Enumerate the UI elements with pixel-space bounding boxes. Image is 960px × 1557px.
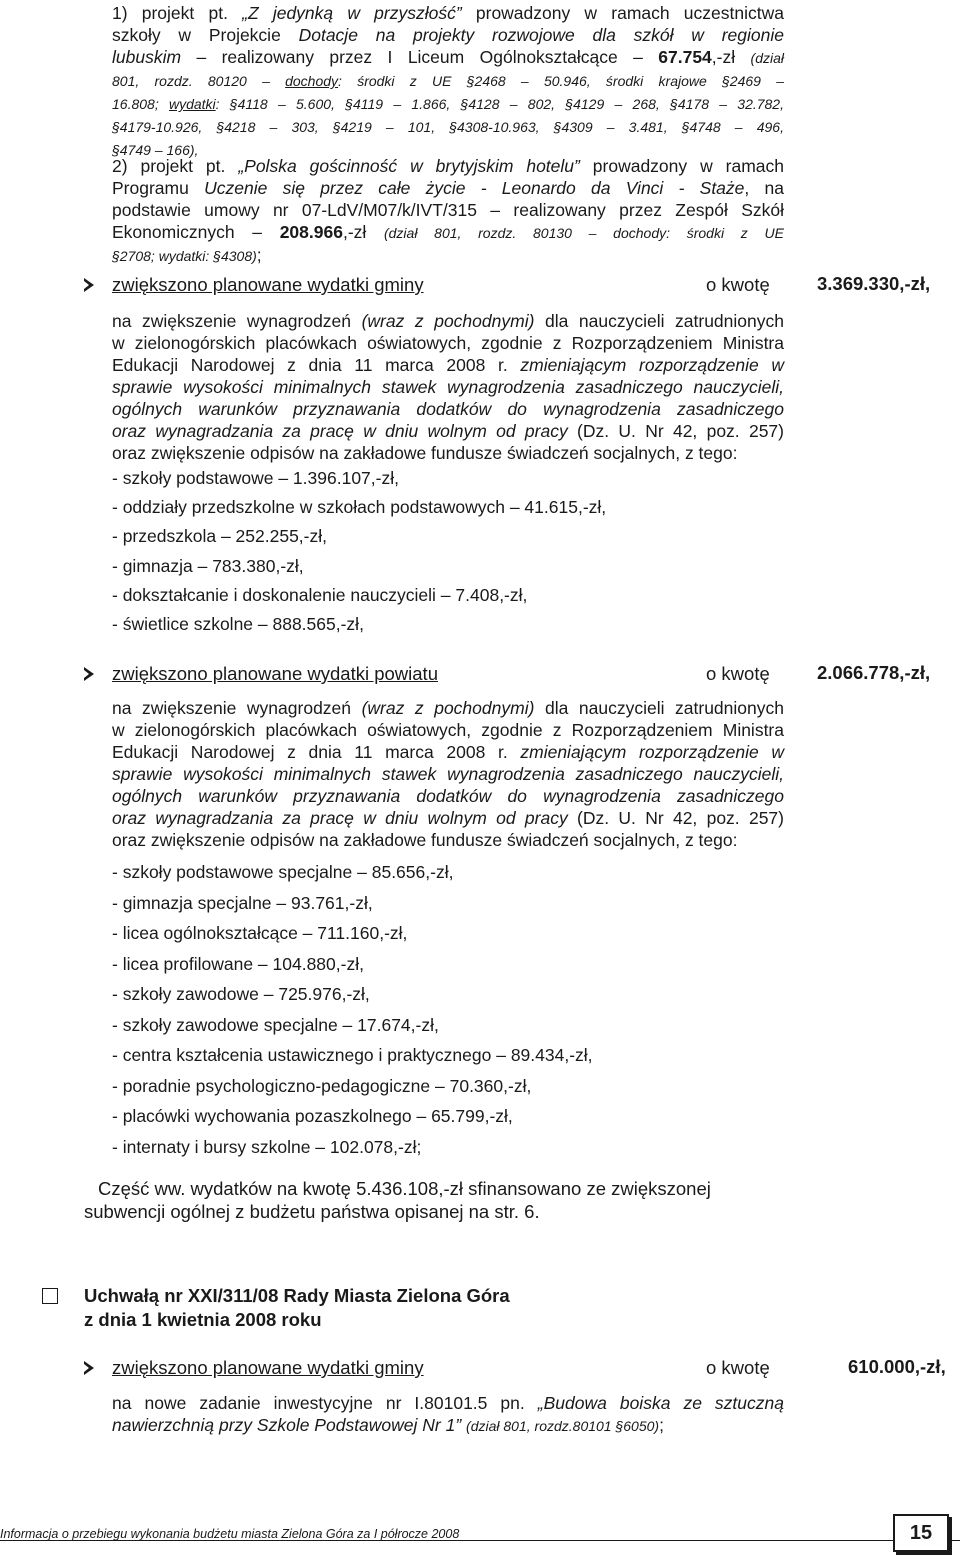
project-1-paragraph [112,2,784,161]
text-segment: zmieniającym rozporządzenie w [520,742,784,762]
text-segment: (Dz. U. Nr 42, poz. 257) [567,421,784,441]
section-heading-gmina: zwiększono planowane wydatki gminy [112,274,424,295]
text-segment: lubuskim [112,47,182,67]
amount-value: 3.369.330,-zł, [817,273,931,294]
text-segment: 1) projekt pt. [112,3,243,23]
text-segment: ,-zł [711,47,751,67]
text-segment: 801, rozdz. 80120 – [112,73,286,89]
text-segment: §4179-10.926, §4218 – 303, §4219 – 101, §4308-10.963, §4309 – 3.481, §4748 – 496, [112,119,784,135]
odpisy-text: oraz zwiększenie odpisów na zakładowe fundusze świadczeń socjalnych, z tego: [112,830,738,850]
dash-bullet: - [112,614,123,634]
text-line [112,177,784,199]
text-line [112,1392,784,1414]
text-line [112,719,784,741]
text-segment: §4749 – 166), [112,142,199,158]
text-segment: oraz wynagradzania za pracę w dniu wolnym od pracy [112,808,568,828]
text-line [112,92,784,115]
text-line [112,1414,784,1437]
dash-bullet: - [112,526,123,547]
list-item-text: licea profilowane – 104.880,-zł, [122,953,364,974]
text-line [112,807,784,829]
summary-line-1: Część ww. wydatków na kwotę 5.436.108,-zł sfinansowano ze zwiększonej [98,1178,711,1199]
text-segment: : środki z UE §2468 – 50.946, środki krajowe §2469 – [338,73,784,89]
list-item-text: szkoły podstawowe – 1.396.107,-zł, [122,468,399,488]
text-segment: oraz wynagradzania za pracę w dniu wolnym od pracy [112,421,568,441]
list-item [112,613,364,635]
list-item-text: centra kształcenia ustawicznego i praktycznego – 89.434,-zł, [122,1045,593,1065]
text-segment: (dział [750,50,784,66]
text-segment: w zielonogórskich placówkach oświatowych, zgodnie z Rozporządzeniem Ministra [112,333,784,353]
text-segment: Edukacji Narodowej z dnia 11 marca 2008 r. [112,355,521,375]
dash-bullet: - [112,953,123,974]
text-segment: (wraz z pochodnymi) [361,698,535,718]
section-3-paragraph [112,1392,784,1437]
list-item [112,1105,513,1127]
dash-bullet: - [112,984,123,1004]
text-segment: „Z jedynką w przyszłość” [242,3,462,23]
text-line [112,741,784,763]
text-line [112,244,784,267]
text-segment: prowadzony w ramach [579,156,784,176]
section-2-paragraph [112,697,784,829]
text-segment: Dotacje na projekty rozwojowe dla szkół w regionie [298,25,784,45]
text-segment: Uczenie się przez całe życie - Leonardo da Vinci - Staże [204,178,745,198]
text-segment: wydatki [168,96,216,112]
list-item [112,953,364,975]
arrow-bullet-icon [84,667,94,681]
text-line [112,199,784,221]
dash-bullet: - [112,1075,123,1096]
text-segment: (dział 801, rozdz. 80130 – dochody: środki z UE [383,225,784,241]
text-segment: „Budowa boiska ze sztuczną [537,1393,784,1413]
text-segment: dochody [285,73,339,89]
text-segment: ,-zł [342,222,384,242]
text-segment: sprawie wysokości minimalnych stawek wynagrodzenia zasadniczego nauczycieli, [112,764,784,784]
footer-rule [0,1540,960,1541]
dash-bullet: - [112,468,123,488]
list-item-text: przedszkola – 252.255,-zł, [122,526,327,547]
dash-bullet: - [112,1136,123,1157]
dash-bullet: - [112,1106,123,1126]
text-line [112,332,784,354]
text-segment: prowadzony w ramach uczestnictwa [461,3,784,23]
dash-bullet: - [112,1045,123,1065]
project-2-paragraph [112,155,784,267]
text-segment: – realizowany przez I Liceum Ogólnokształcące – [181,47,659,67]
list-item-text: internaty i bursy szkolne – 102.078,-zł; [122,1136,422,1157]
text-line [112,69,784,92]
arrow-bullet-icon [84,1361,94,1375]
text-segment: w zielonogórskich placówkach oświatowych, zgodnie z Rozporządzeniem Ministra [112,720,784,740]
dash-bullet: - [112,555,123,576]
list-item [112,525,327,547]
text-line [112,420,784,442]
text-segment: (wraz z pochodnymi) [361,311,535,331]
list-item [112,496,606,518]
summary-line-2: subwencji ogólnej z budżetu państwa opisanej na str. 6. [84,1201,540,1222]
odpisy-text: oraz zwiększenie odpisów na zakładowe fundusze świadczeń socjalnych, z tego: [112,443,738,463]
text-segment: ; [256,245,262,265]
text-segment: (dział 801, rozdz.80101 §6050) [466,1418,660,1434]
list-item [112,861,453,883]
text-segment: §2708; wydatki: §4308) [112,248,257,264]
dash-bullet: - [112,584,123,605]
section-heading-gmina-2: zwiększono planowane wydatki gminy [112,1357,424,1378]
text-segment: na zwiększenie wynagrodzeń [112,698,362,718]
text-segment: (Dz. U. Nr 42, poz. 257) [567,808,784,828]
list-item [112,555,304,577]
list-item-text: gimnazja – 783.380,-zł, [122,555,304,576]
text-segment: 208.966 [279,222,343,242]
text-segment: 2) projekt pt. [112,156,239,176]
amount-value: 2.066.778,-zł, [817,662,931,683]
text-segment: podstawie umowy nr 07-LdV/M07/k/IVT/315 – realizowany przez Zespół Szkół [112,200,784,220]
list-item-text: świetlice szkolne – 888.565,-zł, [122,614,364,634]
text-segment: na nowe zadanie inwestycyjne nr I.80101.5 pn. [112,1393,538,1413]
text-line [112,697,784,719]
list-item [112,1136,421,1158]
footer-text: Informacja o przebiegu wykonania budżetu miasta Zielona Góra za I półrocze 2008 [0,1527,460,1541]
text-segment: , na [744,178,784,198]
text-segment: ; [659,1415,664,1435]
text-line [112,24,784,46]
text-segment: dla nauczycieli zatrudnionych [534,311,784,331]
text-segment: Programu [112,178,205,198]
text-segment: zmieniającym rozporządzenie w [520,355,784,375]
text-segment: : §4118 – 5.600, §4119 – 1.866, §4128 – 802, §4129 – 268, §4178 – 32.782, [215,96,784,112]
list-item-text: dokształcanie i doskonalenie nauczycieli – 7.408,-zł, [122,584,528,605]
list-item-text: szkoły podstawowe specjalne – 85.656,-zł, [122,862,454,882]
text-line [112,221,784,244]
text-segment: sprawie wysokości minimalnych stawek wynagrodzenia zasadniczego nauczycieli, [112,377,784,397]
checkbox-icon [42,1288,58,1304]
list-item [112,1044,593,1066]
list-item-text: oddziały przedszkolne w szkołach podstawowych – 41.615,-zł, [122,497,607,518]
list-item-text: szkoły zawodowe – 725.976,-zł, [122,984,370,1004]
dash-bullet: - [112,497,123,518]
text-segment: dla nauczycieli zatrudnionych [534,698,784,718]
text-line [112,310,784,332]
arrow-bullet-icon [84,278,94,292]
text-line [112,785,784,807]
text-segment: 67.754 [658,47,712,67]
o-kwote-label: o kwotę [706,274,770,295]
dash-bullet: - [112,892,123,913]
text-segment: ogólnych warunków przyznawania dodatków do wynagrodzenia zasadniczego [112,399,784,419]
text-segment: nawierzchnią przy Szkole Podstawowej Nr 1” [112,1415,462,1435]
list-item [112,892,373,914]
list-item-text: szkoły zawodowe specjalne – 17.674,-zł, [122,1014,439,1035]
list-item [112,467,399,489]
list-item-text: poradnie psychologiczno-pedagogiczne – 70.360,-zł, [122,1075,532,1096]
text-line [112,376,784,398]
text-segment: „Polska gościnność w brytyjskim hotelu” [238,156,580,176]
section-1-paragraph [112,310,784,442]
list-item-text: placówki wychowania pozaszkolnego – 65.799,-zł, [122,1106,513,1126]
resolution-title: Uchwałą nr XXI/311/08 Rady Miasta Zielona Góra [84,1285,510,1306]
list-item-text: licea ogólnokształcące – 711.160,-zł, [122,923,408,943]
list-item [112,922,407,944]
section-heading-powiat: zwiększono planowane wydatki powiatu [112,663,438,684]
text-line [112,2,784,24]
text-line [112,354,784,376]
list-item [112,1075,531,1097]
text-segment: na zwiększenie wynagrodzeń [112,311,362,331]
text-line [112,155,784,177]
text-segment: Ekonomicznych – [112,222,280,242]
text-line [112,398,784,420]
dash-bullet: - [112,1014,123,1035]
text-line [112,46,784,69]
list-item [112,983,370,1005]
text-segment: szkoły w Projekcie [112,25,299,45]
list-item [112,1014,439,1036]
o-kwote-label: o kwotę [706,1357,770,1378]
text-segment: ogólnych warunków przyznawania dodatków do wynagrodzenia zasadniczego [112,786,784,806]
o-kwote-label: o kwotę [706,663,770,684]
text-segment: 16.808; [112,96,169,112]
resolution-date: z dnia 1 kwietnia 2008 roku [84,1309,322,1330]
page-number: 15 [893,1514,949,1552]
text-line [112,115,784,138]
dash-bullet: - [112,862,123,882]
list-item-text: gimnazja specjalne – 93.761,-zł, [122,892,373,913]
list-item [112,584,527,606]
dash-bullet: - [112,923,123,943]
amount-value: 610.000,-zł, [848,1356,946,1377]
text-line [112,763,784,785]
text-segment: Edukacji Narodowej z dnia 11 marca 2008 r. [112,742,521,762]
